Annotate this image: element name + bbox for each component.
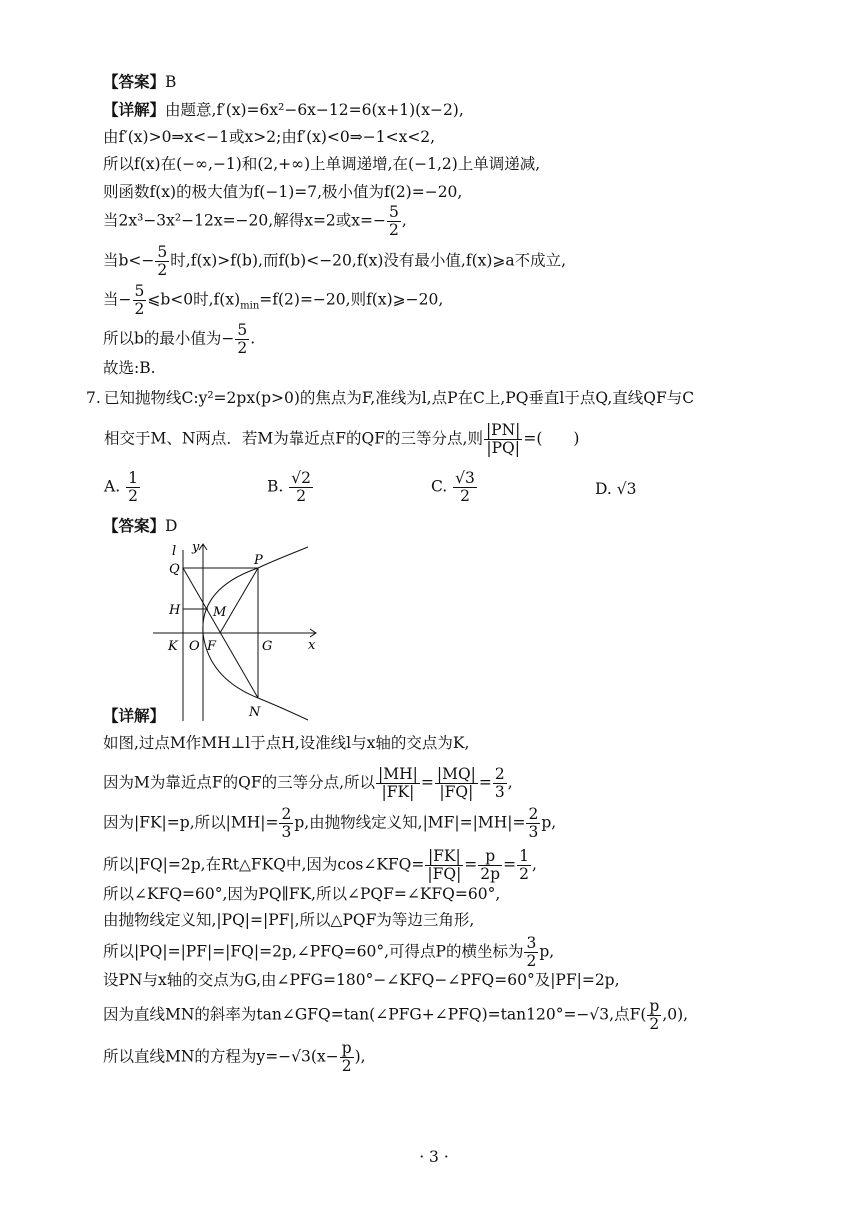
- equals: =: [478, 773, 492, 792]
- fraction: [425, 848, 463, 883]
- option-a[interactable]: [104, 470, 141, 505]
- fraction: [376, 766, 420, 801]
- numerator: |FK|: [425, 848, 463, 866]
- denominator: 2p: [480, 865, 501, 883]
- label-k: K: [168, 639, 178, 654]
- numerator: 5: [237, 321, 248, 339]
- fraction: [453, 470, 477, 505]
- fraction: [340, 1040, 354, 1075]
- fraction: [524, 935, 538, 970]
- answer-value: D: [165, 517, 178, 535]
- denominator: 2: [649, 1015, 660, 1033]
- q6-detail-line-4: 则函数f(x)的极大值为f(−1)=7,极小值为f(2)=−20,: [103, 183, 463, 201]
- q6-detail-line-8: [103, 322, 255, 357]
- denominator: 2: [128, 487, 138, 505]
- q7-number: 7.: [86, 389, 101, 407]
- fraction: [647, 998, 661, 1033]
- detail-tag: 【详解】: [103, 706, 166, 725]
- option-label: B.: [267, 477, 284, 496]
- denominator: |PQ|: [486, 439, 520, 457]
- numerator: 5: [157, 243, 168, 261]
- equals: =: [464, 855, 478, 874]
- q7-detail-line-1: 如图,过点M作MH⊥l于点H,设准线l与x轴的交点为K,: [103, 734, 470, 752]
- text: 当2x³−3x²−12x=−20,解得x=2或x=−: [103, 211, 387, 230]
- fraction: [126, 470, 140, 505]
- q6-detail-line-1: [103, 100, 464, 120]
- numerator: 5: [134, 282, 145, 300]
- equals: =: [503, 855, 517, 874]
- fraction: [155, 244, 169, 279]
- q6-detail-line-6: [103, 244, 566, 279]
- denominator: 2: [237, 339, 248, 357]
- text: 因为直线MN的斜率为tan∠GFQ=tan(∠PFG+∠PFQ)=tan120°=−√3,点F(: [103, 1005, 647, 1024]
- text: ),: [354, 1047, 366, 1066]
- denominator: 2: [519, 865, 529, 883]
- q7-detail-tag: [103, 706, 165, 726]
- q7-detail-line-9: [103, 998, 688, 1033]
- q7-detail-line-3: [103, 806, 556, 841]
- text: p,: [541, 813, 557, 832]
- text: =( ): [523, 429, 580, 448]
- fraction: [526, 806, 540, 841]
- label-q: Q: [169, 562, 180, 577]
- label-p: P: [254, 553, 263, 568]
- fraction: [235, 322, 249, 357]
- q7-stem-line-1: 已知抛物线C:y²=2px(p>0)的焦点为F,准线为l,点P在C上,PQ垂直l于点Q,直线QF与C: [104, 389, 695, 407]
- numerator: 3: [526, 934, 537, 952]
- q7-answer-line: [103, 516, 177, 536]
- denominator: 2: [389, 221, 399, 239]
- text: 相交于M、N两点．若M为靠近点F的QF的三等分点,则: [104, 429, 483, 448]
- text: 所以直线MN的方程为y=−√3(x−: [103, 1047, 339, 1066]
- fraction: [478, 848, 502, 883]
- numerator: |MH|: [378, 765, 418, 783]
- denominator: 3: [281, 823, 292, 841]
- numerator: |PN|: [485, 421, 521, 439]
- numerator: |MQ|: [436, 765, 476, 783]
- text: ,: [507, 773, 513, 792]
- text: 所以|FQ|=2p,在Rt△FKQ中,因为cos∠KFQ=: [103, 855, 425, 874]
- text: 当−: [103, 290, 132, 309]
- denominator: 2: [460, 487, 470, 505]
- q6-detail-line-5: [103, 204, 407, 239]
- fraction: [493, 766, 507, 801]
- q6-detail-line-9: 故选:B.: [103, 359, 156, 377]
- q6-detail-line-2: 由f′(x)>0⇒x<−1或x>2;由f′(x)<0⇒−1<x<2,: [103, 128, 436, 146]
- answer-value: B: [165, 73, 177, 91]
- numerator: p: [478, 848, 502, 866]
- q6-answer-line: [103, 72, 176, 92]
- q7-stem-line-2: [104, 422, 579, 457]
- text: =f(2)=−20,则f(x)⩾−20,: [259, 290, 444, 309]
- text: p,由抛物线定义知,|MF|=|MH|=: [294, 813, 526, 832]
- numerator: 1: [519, 847, 529, 865]
- denominator: 2: [341, 1057, 352, 1075]
- numerator: p: [649, 997, 660, 1015]
- answer-tag: 【答案】: [103, 516, 166, 535]
- equals: =: [420, 773, 434, 792]
- denominator: 3: [528, 823, 539, 841]
- text: .: [250, 329, 256, 348]
- detail-text: 由题意,f′(x)=6x²−6x−12=6(x+1)(x−2),: [165, 101, 464, 119]
- text: 当b<−: [103, 251, 155, 270]
- fraction: [279, 806, 293, 841]
- answer-tag: 【答案】: [103, 72, 166, 91]
- parabola-figure: [148, 538, 328, 724]
- text: ⩽b<0时,f(x): [147, 290, 241, 309]
- q7-detail-line-5: 所以∠KFQ=60°,因为PQ∥FK,所以∠PQF=∠KFQ=60°,: [103, 885, 501, 903]
- label-h: H: [169, 603, 181, 618]
- page-number: · 3 ·: [419, 1148, 449, 1166]
- denominator: 2: [157, 261, 168, 279]
- q7-detail-line-2: [103, 766, 513, 801]
- subscript: min: [240, 300, 260, 312]
- fraction: [289, 470, 313, 505]
- text: 因为|FK|=p,所以|MH|=: [103, 813, 279, 832]
- numerator: 2: [494, 765, 505, 783]
- q6-detail-line-3: 所以f(x)在(−∞,−1)和(2,+∞)上单调递增,在(−1,2)上单调递减,: [103, 155, 541, 173]
- label-m: M: [213, 605, 227, 620]
- fraction: [387, 204, 401, 239]
- detail-tag: 【详解】: [103, 100, 166, 119]
- numerator: √2: [291, 469, 312, 487]
- q7-detail-line-8: 设PN与x轴的交点为G,由∠PFG=180°−∠KFQ−∠PFQ=60°及|PF|=2p,: [103, 971, 620, 989]
- numerator: 5: [389, 203, 399, 221]
- fraction: [484, 422, 522, 457]
- denominator: |FQ|: [439, 783, 474, 801]
- label-g: G: [262, 639, 273, 654]
- text: p,: [539, 942, 555, 961]
- option-d[interactable]: [595, 479, 637, 499]
- label-l: l: [172, 544, 177, 559]
- option-value: √3: [616, 480, 637, 498]
- option-label: A.: [104, 477, 121, 496]
- label-f: F: [207, 639, 217, 654]
- fraction: [517, 848, 531, 883]
- text: 时,f(x)>f(b),而f(b)<−20,f(x)没有最小值,f(x)⩾a不成立,: [170, 251, 567, 270]
- denominator: 3: [494, 783, 505, 801]
- option-b[interactable]: [267, 470, 314, 505]
- q7-detail-line-6: 由抛物线定义知,|PQ|=|PF|,所以△PQF为等边三角形,: [103, 911, 475, 929]
- label-x: x: [308, 638, 316, 653]
- option-label: C.: [431, 477, 448, 496]
- numerator: 1: [128, 469, 138, 487]
- fraction: [435, 766, 478, 801]
- numerator: p: [341, 1039, 352, 1057]
- label-o: O: [189, 639, 200, 654]
- text: ,: [401, 211, 407, 230]
- text: 所以|PQ|=|PF|=|FQ|=2p,∠PFQ=60°,可得点P的横坐标为: [103, 942, 524, 961]
- numerator: 2: [528, 805, 539, 823]
- denominator: |FQ|: [427, 865, 462, 883]
- option-c[interactable]: [431, 470, 478, 505]
- q7-detail-line-4: [103, 848, 537, 883]
- q7-detail-line-7: [103, 935, 554, 970]
- text: 所以b的最小值为−: [103, 329, 235, 348]
- denominator: 2: [134, 300, 145, 318]
- denominator: 2: [526, 952, 537, 970]
- text: 因为M为靠近点F的QF的三等分点,所以: [103, 773, 376, 792]
- q7-detail-line-10: [103, 1040, 366, 1075]
- option-label: D.: [595, 480, 612, 498]
- numerator: 2: [281, 805, 292, 823]
- label-n: N: [249, 705, 261, 720]
- text: ,0),: [662, 1005, 689, 1024]
- text: ,: [531, 855, 537, 874]
- denominator: 2: [296, 487, 307, 505]
- fraction: [133, 283, 147, 318]
- segment-pf: [220, 568, 258, 633]
- denominator: |FK|: [381, 783, 415, 801]
- numerator: √3: [455, 469, 475, 487]
- label-y: y: [192, 540, 200, 555]
- q6-detail-line-7: [103, 283, 443, 318]
